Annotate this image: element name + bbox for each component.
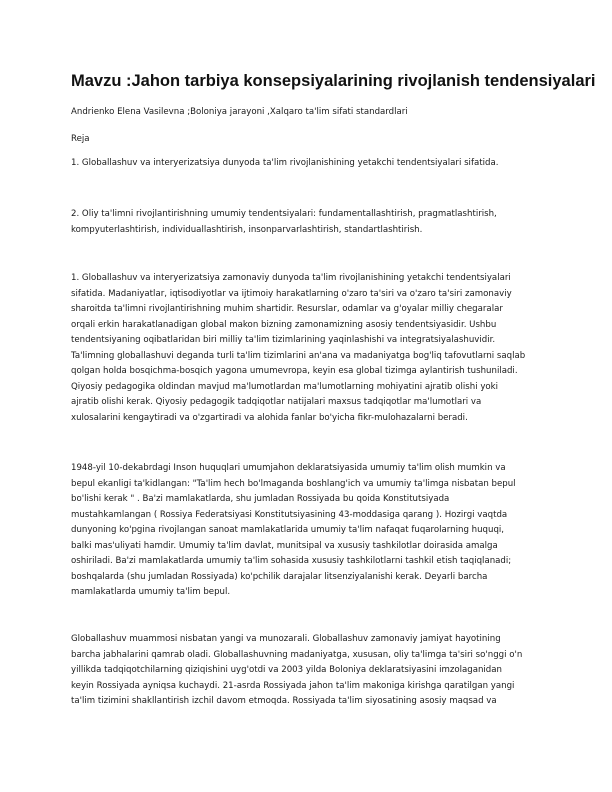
paragraph-line: Qiyosiy pedagogika oldindan mavjud ma'lumotlardan ma'lumotlarning mohiyatini ajratib olishi yoki xyxy=(71,381,499,392)
paragraph-line: Globallashuv muammosi nisbatan yangi va munozarali. Globallashuv zamonaviy jamiyat hayotining xyxy=(71,634,501,644)
paragraph-line: 1948-yil 10-dekabrdagi Inson huquqlari umumjahon deklaratsiyasida umumiy ta'lim olish mumkin va xyxy=(71,463,506,473)
paragraph-line: mamlakatlarda umumiy ta'lim bepul. xyxy=(71,587,231,597)
paragraph-line: tendentsiyaning oqibatlaridan biri milliy ta'lim tizimlarining yaqinlashishi va integratsiyalashuvidir. xyxy=(71,335,496,345)
paragraph-line: xulosalarini kengaytiradi va o'zgartiradi va alohida fanlar bo'yicha fikr-mulohazalarni beradi. xyxy=(71,412,468,423)
paragraph-line: dunyoning ko'pgina rivojlangan sanoat mamlakatlarida umumiy ta'lim nafaqat fuqarolarning huquqi, xyxy=(71,525,505,535)
plan-item-2-line: 2. Oliy ta'limni rivojlantirishning umumiy tendentsiyalari: fundamentallashtirish, pragmatlashtirish, xyxy=(71,209,497,219)
paragraph-3 xyxy=(71,632,543,710)
authors-line: Andrienko Elena Vasilevna ;Boloniya jarayoni ,Xalqaro ta'lim sifati standardlari xyxy=(71,107,408,117)
plan-item-2 xyxy=(71,207,543,238)
paragraph-line: orqali erkin harakatlanadigan global makon bizning zamonamizning asosiy tendentsiyasidir. Ushbu xyxy=(71,319,497,330)
paragraph-line: yillikda tadqiqotchilarning qiziqishini uyg'otdi va 2003 yilda Boloniya deklaratsiyasini imzolaganidan xyxy=(71,665,502,675)
paragraph-line: balki mas'uliyati hamdir. Umumiy ta'lim davlat, munitsipal va xususiy tashkilotlar doirasida amalga xyxy=(71,540,498,551)
paragraph-line: bepul ekanligi ta'kidlangan: "Ta'lim hech bo'lmaganda boshlang'ich va umumiy ta'limga nisbatan bepul xyxy=(71,478,516,489)
paragraph-line: Ta'limning globallashuvi deganda turli ta'lim tizimlarini an'ana va madaniyatga bog'liq tafovutlarni saqlab xyxy=(71,350,526,361)
paragraph-line: mustahkamlangan ( Rossiya Federatsiyasi Konstitutsiyasining 43-moddasiga qarang ). Hozirgi vaqtda xyxy=(71,509,508,520)
paragraph-line: ta'lim tizimini shakllantirish izchil davom etmoqda. Rossiyada ta'lim siyosatining asosiy maqsad va xyxy=(71,696,497,706)
paragraph-line: barcha jabhalarini qamrab oladi. Globallashuvning madaniyatga, xususan, oliy ta'limga ta'siri so'nggi o'n xyxy=(71,649,523,660)
plan-item-2-line: kompyuterlashtirish, individuallashtirish, insonparvarlashtirish, standartlashtirish. xyxy=(71,224,423,235)
plan-item-1: 1. Globallashuv va interyerizatsiya dunyoda ta'lim rivojlanishining yetakchi tendentsiyalari sifatida. xyxy=(71,158,499,168)
paragraph-line: bo'lishi kerak " . Ba'zi mamlakatlarda, shu jumladan Rossiyada bu qoida Konstitutsiyada xyxy=(71,494,450,504)
paragraph-line: keyin Rossiyada ayniqsa kuchaydi. 21-asrda Rossiyada jahon ta'lim makoniga kirishga qaratilgan yangi xyxy=(71,680,515,691)
paragraph-line: ajratib olishi kerak. Qiyosiy pedagogik tadqiqotlar natijalari maxsus tadqiqotlar ma'lumotlari va xyxy=(71,397,482,407)
paragraph-line: sharoitda ta'limni rivojlantirishning muhim shartidir. Resurslar, odamlar va g'oyalar milliy chegaralar xyxy=(71,304,503,314)
paragraph-line: 1. Globallashuv va interyerizatsiya zamonaviy dunyoda ta'lim rivojlanishining yetakchi tendentsiyalari xyxy=(71,273,511,283)
document-title: Mavzu :Jahon tarbiya konsepsiyalarining rivojlanish tendensiyalari xyxy=(71,72,596,90)
plan-heading: Reja xyxy=(71,134,90,144)
paragraph-line: oshiriladi. Ba'zi mamlakatlarda umumiy ta'lim sohasida xususiy tashkilotlarni tashkil etish taqiqlanadi; xyxy=(71,556,512,566)
paragraph-line: qolgan holda bosqichma-bosqich yagona umumevropa, keyin esa global tizimga aylantirish tushuniladi. xyxy=(71,366,518,376)
paragraph-1 xyxy=(71,271,543,426)
paragraph-line: sifatida. Madaniyatlar, iqtisodiyotlar va ijtimoiy harakatlarning o'zaro ta'siri va o'zaro ta'siri zamonaviy xyxy=(71,288,512,299)
paragraph-2 xyxy=(71,461,543,601)
paragraph-line: boshqalarda (shu jumladan Rossiyada) ko'pchilik darajalar litsenziyalanishi kerak. Deyarli barcha xyxy=(71,571,488,582)
